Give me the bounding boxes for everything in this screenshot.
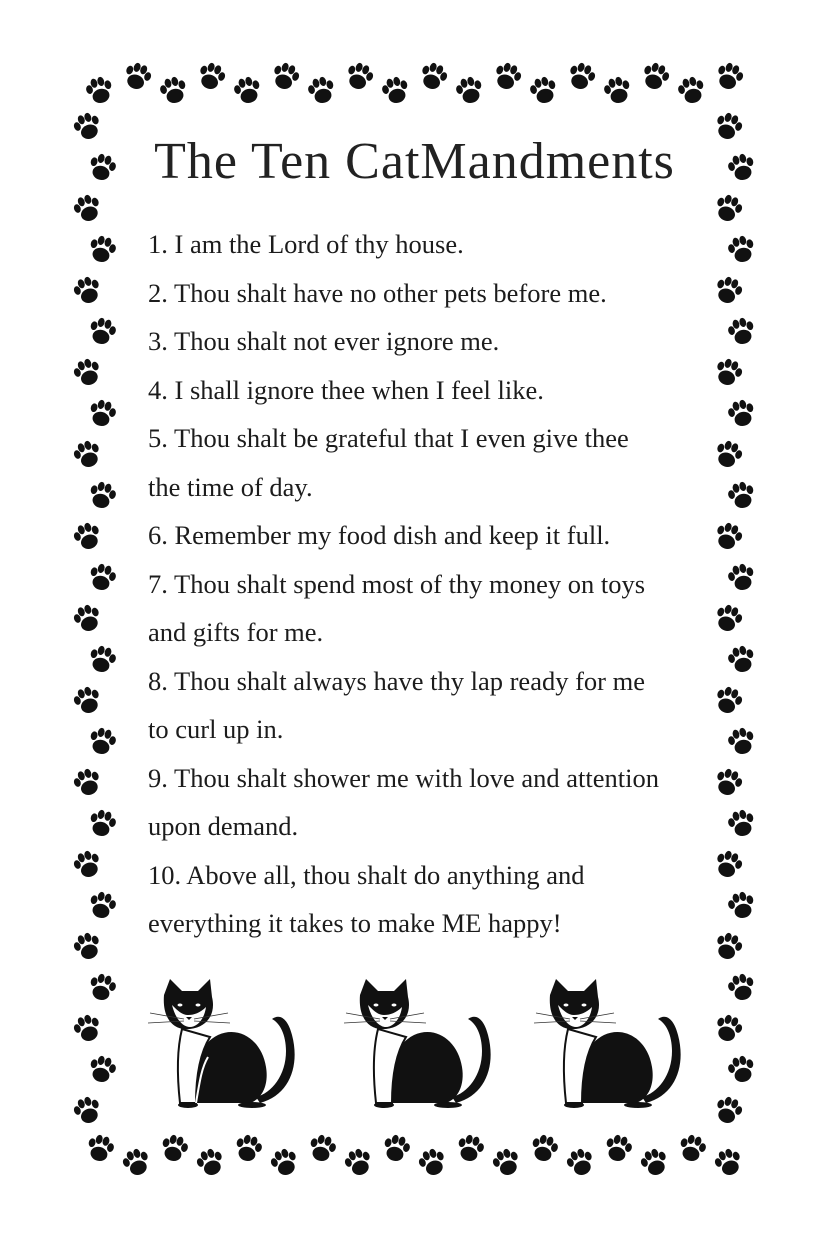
commandment-line: 7. Thou shalt spend most of thy money on toys	[148, 568, 646, 599]
paw-print-icon	[87, 480, 118, 511]
paw-print-icon	[307, 1133, 338, 1164]
sitting-cat-icon	[526, 975, 686, 1110]
commandment-line: 3. Thou shalt not ever ignore me.	[148, 326, 500, 356]
paw-print-icon	[726, 562, 757, 593]
paw-print-icon	[342, 1146, 375, 1179]
commandment-line: 9. Thou shalt shower me with love and attention	[148, 762, 660, 793]
paw-print-icon	[712, 192, 745, 225]
commandments-list	[148, 220, 708, 948]
paw-print-icon	[417, 60, 450, 93]
paw-print-icon	[71, 1012, 104, 1045]
paw-print-icon	[121, 60, 154, 93]
paw-print-icon	[454, 75, 485, 106]
paw-print-icon	[603, 1133, 634, 1164]
paw-print-icon	[726, 1054, 757, 1085]
paw-print-icon	[87, 808, 118, 839]
paw-print-icon	[343, 60, 376, 93]
paw-print-icon	[87, 234, 118, 265]
paw-print-icon	[726, 808, 757, 839]
commandment-line: everything it takes to make ME happy!	[148, 908, 562, 938]
paw-print-icon	[159, 1133, 190, 1164]
paw-print-icon	[87, 726, 118, 757]
paw-print-icon	[71, 192, 104, 225]
sitting-cat-icon	[336, 975, 496, 1110]
paw-print-icon	[71, 356, 104, 389]
paw-print-icon	[490, 1146, 523, 1179]
paw-print-icon	[528, 75, 559, 106]
commandment-line: 1. I am the Lord of thy house.	[148, 229, 464, 259]
paw-print-icon	[71, 602, 104, 635]
cat-illustrations	[140, 975, 700, 1115]
paw-print-icon	[71, 684, 104, 717]
paw-print-icon	[87, 1054, 118, 1085]
paw-print-icon	[87, 972, 118, 1003]
paw-print-icon	[232, 75, 263, 106]
paw-print-icon	[726, 234, 757, 265]
paw-print-icon	[120, 1146, 153, 1179]
paw-print-icon	[712, 684, 745, 717]
commandment-line: to curl up in.	[148, 714, 284, 744]
paw-print-icon	[233, 1133, 264, 1164]
paw-print-icon	[726, 316, 757, 347]
paw-print-icon	[726, 890, 757, 921]
paw-print-icon	[381, 1133, 412, 1164]
paw-print-icon	[491, 60, 524, 93]
paw-print-icon	[84, 75, 115, 106]
paw-print-icon	[712, 438, 745, 471]
paw-print-icon	[87, 562, 118, 593]
commandment-line: 10. Above all, thou shalt do anything and	[148, 859, 585, 890]
paw-print-icon	[712, 1094, 745, 1127]
paw-print-icon	[306, 75, 337, 106]
paw-print-icon	[726, 972, 757, 1003]
commandment-line: 6. Remember my food dish and keep it full.	[148, 520, 611, 550]
paw-print-icon	[712, 1012, 745, 1045]
paw-print-icon	[71, 274, 104, 307]
paw-print-icon	[71, 438, 104, 471]
commandment-line: 4. I shall ignore thee when I feel like.	[148, 374, 544, 405]
paw-print-icon	[269, 60, 302, 93]
paw-print-icon	[677, 1133, 708, 1164]
paw-print-icon	[71, 1094, 104, 1127]
paw-print-icon	[639, 60, 672, 93]
poster-title: The Ten CatMandments	[154, 133, 675, 190]
paw-print-icon	[71, 930, 104, 963]
paw-print-icon	[194, 1146, 227, 1179]
paw-print-icon	[565, 60, 598, 93]
paw-print-icon	[529, 1133, 560, 1164]
paw-print-icon	[87, 316, 118, 347]
commandment-line: 8. Thou shalt always have thy lap ready for me	[148, 665, 645, 696]
paw-print-icon	[726, 480, 757, 511]
paw-print-icon	[380, 75, 411, 106]
paw-print-icon	[712, 848, 745, 881]
paw-print-icon	[712, 356, 745, 389]
paw-print-icon	[726, 398, 757, 429]
paw-print-icon	[712, 274, 745, 307]
paw-print-icon	[85, 1133, 116, 1164]
paw-print-icon	[712, 930, 745, 963]
paw-print-icon	[71, 848, 104, 881]
paw-print-icon	[638, 1146, 671, 1179]
paw-print-icon	[726, 726, 757, 757]
paw-print-icon	[158, 75, 189, 106]
paw-print-icon	[712, 602, 745, 635]
paw-print-icon	[602, 75, 633, 106]
paw-print-icon	[712, 520, 745, 553]
paw-print-icon	[713, 60, 746, 93]
sitting-cat-icon	[140, 975, 300, 1110]
paw-print-icon	[564, 1146, 597, 1179]
paw-print-icon	[676, 75, 707, 106]
paw-print-icon	[712, 1146, 745, 1179]
paw-print-icon	[71, 766, 104, 799]
commandment-line: 2. Thou shalt have no other pets before me.	[148, 277, 607, 308]
commandment-line: upon demand.	[148, 811, 299, 841]
paw-print-icon	[726, 644, 757, 675]
commandment-line: 5. Thou shalt be grateful that I even give thee	[148, 423, 629, 453]
paw-print-icon	[195, 60, 228, 93]
paw-print-icon	[712, 766, 745, 799]
paw-print-icon	[71, 520, 104, 553]
paw-print-icon	[87, 644, 118, 675]
commandment-line: and gifts for me.	[148, 617, 324, 647]
paw-print-icon	[416, 1146, 449, 1179]
paw-print-icon	[87, 890, 118, 921]
paw-print-icon	[268, 1146, 301, 1179]
paw-print-icon	[87, 398, 118, 429]
commandment-line: the time of day.	[148, 471, 313, 502]
paw-print-icon	[455, 1133, 486, 1164]
